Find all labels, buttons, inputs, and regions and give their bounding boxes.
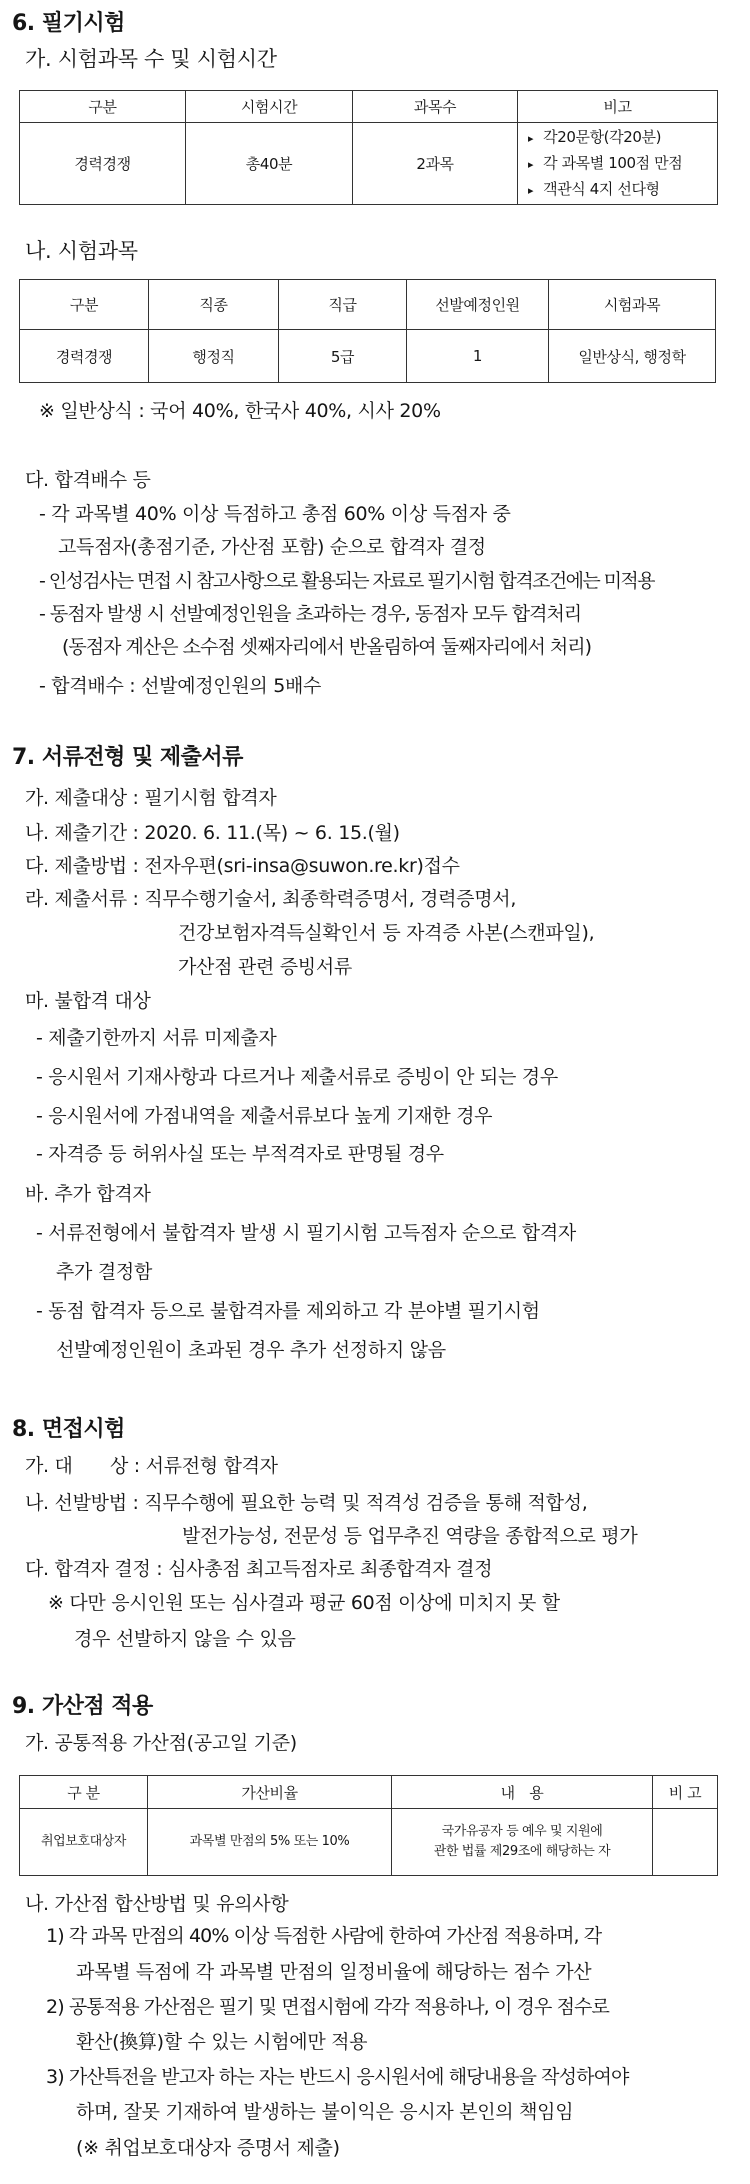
info-line: 나. 선발방법 : 직무수행에 필요한 능력 및 적격성 검증을 통해 적합성, — [25, 1492, 588, 1514]
list-item: - 응시원서 기재사항과 다르거나 제출서류로 증빙이 안 되는 경우 — [36, 1066, 558, 1088]
info-line-continued: 발전가능성, 전문성 등 업무추진 역량을 종합적으로 평가 — [182, 1525, 638, 1547]
exam-time-table — [19, 90, 718, 205]
info-line-continued: 가산점 관련 증빙서류 — [178, 956, 352, 978]
table-header: 시험과목 — [549, 280, 716, 330]
table-header: 내 용 — [392, 1776, 653, 1809]
numbered-item-continued: 환산(換算)할 수 있는 시험에만 적용 — [76, 2031, 368, 2053]
table-header: 시험시간 — [186, 91, 353, 123]
note-item: ▸ 각20문항(각20분) — [528, 125, 713, 151]
table-cell: 경력경쟁 — [20, 123, 186, 205]
list-item: - 제출기한까지 서류 미제출자 — [36, 1027, 277, 1049]
section-8-heading: 8. 면접시험 — [12, 1417, 125, 1442]
table-cell-empty — [653, 1809, 718, 1876]
list-item: - 동점 합격자 등으로 불합격자를 제외하고 각 분야별 필기시험 — [36, 1300, 540, 1322]
numbered-item: 2) 공통적용 가산점은 필기 및 면접시험에 각각 적용하나, 이 경우 점수로 — [46, 1996, 609, 2018]
table-cell: 취업보호대상자 — [20, 1809, 148, 1876]
list-item: - 동점자 발생 시 선발예정인원을 초과하는 경우, 동점자 모두 합격처리 — [39, 603, 582, 625]
numbered-item: 3) 가산특전을 받고자 하는 자는 반드시 응시원서에 해당내용을 작성하여야 — [46, 2066, 629, 2088]
info-line: 다. 제출방법 : 전자우편(sri-insa@suwon.re.kr)접수 — [25, 855, 460, 877]
table-header: 구분 — [20, 280, 149, 330]
info-line: 나. 제출기간 : 2020. 6. 11.(목) ~ 6. 15.(월) — [25, 822, 400, 844]
list-item: - 합격배수 : 선발예정인원의 5배수 — [39, 675, 322, 697]
table-header: 가산비율 — [148, 1776, 392, 1809]
table-header: 구분 — [20, 91, 186, 123]
list-item-continued: (동점자 계산은 소수점 셋째자리에서 반올림하여 둘째자리에서 처리) — [62, 636, 591, 658]
table-header: 직종 — [149, 280, 279, 330]
table-cell: 경력경쟁 — [20, 330, 149, 383]
table-header: 비고 — [518, 91, 718, 123]
list-item-continued: 선발예정인원이 초과된 경우 추가 선정하지 않음 — [56, 1339, 446, 1361]
table-cell: 행정직 — [149, 330, 279, 383]
info-line: 다. 합격자 결정 : 심사총점 최고득점자로 최종합격자 결정 — [25, 1558, 493, 1580]
subsection-title: 나. 가산점 합산방법 및 유의사항 — [25, 1893, 289, 1915]
list-item: - 각 과목별 40% 이상 득점하고 총점 60% 이상 득점자 중 — [39, 503, 511, 525]
table-cell-line: 국가유공자 등 예우 및 지원에 — [441, 1824, 603, 1839]
note-text-continued: 경우 선발하지 않을 수 있음 — [74, 1628, 296, 1650]
subsection-title: 가. 공통적용 가산점(공고일 기준) — [25, 1732, 297, 1754]
table-cell: 2과목 — [353, 123, 518, 205]
table-header: 선발예정인원 — [407, 280, 549, 330]
subsection-title: 마. 불합격 대상 — [25, 990, 151, 1012]
table-cell: 5급 — [279, 330, 407, 383]
table-cell: 1 — [407, 330, 549, 383]
list-item: - 자격증 등 허위사실 또는 부적격자로 판명될 경우 — [36, 1143, 444, 1165]
bonus-points-table — [19, 1775, 718, 1876]
table-cell-line: 관한 법률 제29조에 해당하는 자 — [433, 1844, 611, 1859]
subsection-title: 가. 시험과목 수 및 시험시간 — [25, 47, 277, 71]
note-text: ※ 다만 응시인원 또는 심사결과 평균 60점 이상에 미치지 못 할 — [48, 1592, 560, 1614]
table-header: 직급 — [279, 280, 407, 330]
list-item-continued: 추가 결정함 — [56, 1261, 153, 1283]
numbered-item-continued: 하며, 잘못 기재하여 발생하는 불이익은 응시자 본인의 책임임 — [76, 2101, 574, 2123]
note-item: ▸ 객관식 4지 선다형 — [528, 177, 713, 203]
info-line: 가. 대 상 : 서류전형 합격자 — [25, 1455, 278, 1477]
table-cell: 일반상식, 행정학 — [549, 330, 716, 383]
info-line: 라. 제출서류 : 직무수행기술서, 최종학력증명서, 경력증명서, — [25, 888, 517, 910]
subsection-title: 다. 합격배수 등 — [25, 469, 151, 491]
section-7-heading: 7. 서류전형 및 제출서류 — [12, 745, 243, 770]
numbered-item: 1) 각 과목 만점의 40% 이상 득점한 사람에 한하여 가산점 적용하며, 각 — [46, 1925, 602, 1947]
numbered-item-continued: (※ 취업보호대상자 증명서 제출) — [76, 2137, 340, 2159]
note-item: ▸ 각 과목별 100점 만점 — [528, 151, 713, 177]
numbered-item-continued: 과목별 득점에 각 과목별 만점의 일정비율에 해당하는 점수 가산 — [76, 1961, 592, 1983]
subsection-title: 바. 추가 합격자 — [25, 1183, 151, 1205]
section-9-heading: 9. 가산점 적용 — [12, 1694, 153, 1719]
table-cell: 과목별 만점의 5% 또는 10% — [148, 1809, 392, 1876]
table-header: 구 분 — [20, 1776, 148, 1809]
note-text: ※ 일반상식 : 국어 40%, 한국사 40%, 시사 20% — [39, 400, 441, 422]
table-header: 과목수 — [353, 91, 518, 123]
info-line: 가. 제출대상 : 필기시험 합격자 — [25, 787, 277, 809]
table-cell — [392, 1809, 653, 1876]
table-cell-notes — [518, 123, 718, 205]
info-line-continued: 건강보험자격득실확인서 등 자격증 사본(스캔파일), — [178, 922, 595, 944]
list-item: - 인성검사는 면접 시 참고사항으로 활용되는 자료로 필기시험 합격조건에는 미적용 — [39, 570, 654, 592]
section-6-heading: 6. 필기시험 — [12, 11, 125, 36]
table-header: 비 고 — [653, 1776, 718, 1809]
list-item: - 서류전형에서 불합격자 발생 시 필기시험 고득점자 순으로 합격자 — [36, 1222, 576, 1244]
list-item-continued: 고득점자(총점기준, 가산점 포함) 순으로 합격자 결정 — [58, 536, 486, 558]
list-item: - 응시원서에 가점내역을 제출서류보다 높게 기재한 경우 — [36, 1105, 493, 1127]
exam-subject-table — [19, 279, 716, 383]
subsection-title: 나. 시험과목 — [25, 239, 138, 263]
table-cell: 총40분 — [186, 123, 353, 205]
